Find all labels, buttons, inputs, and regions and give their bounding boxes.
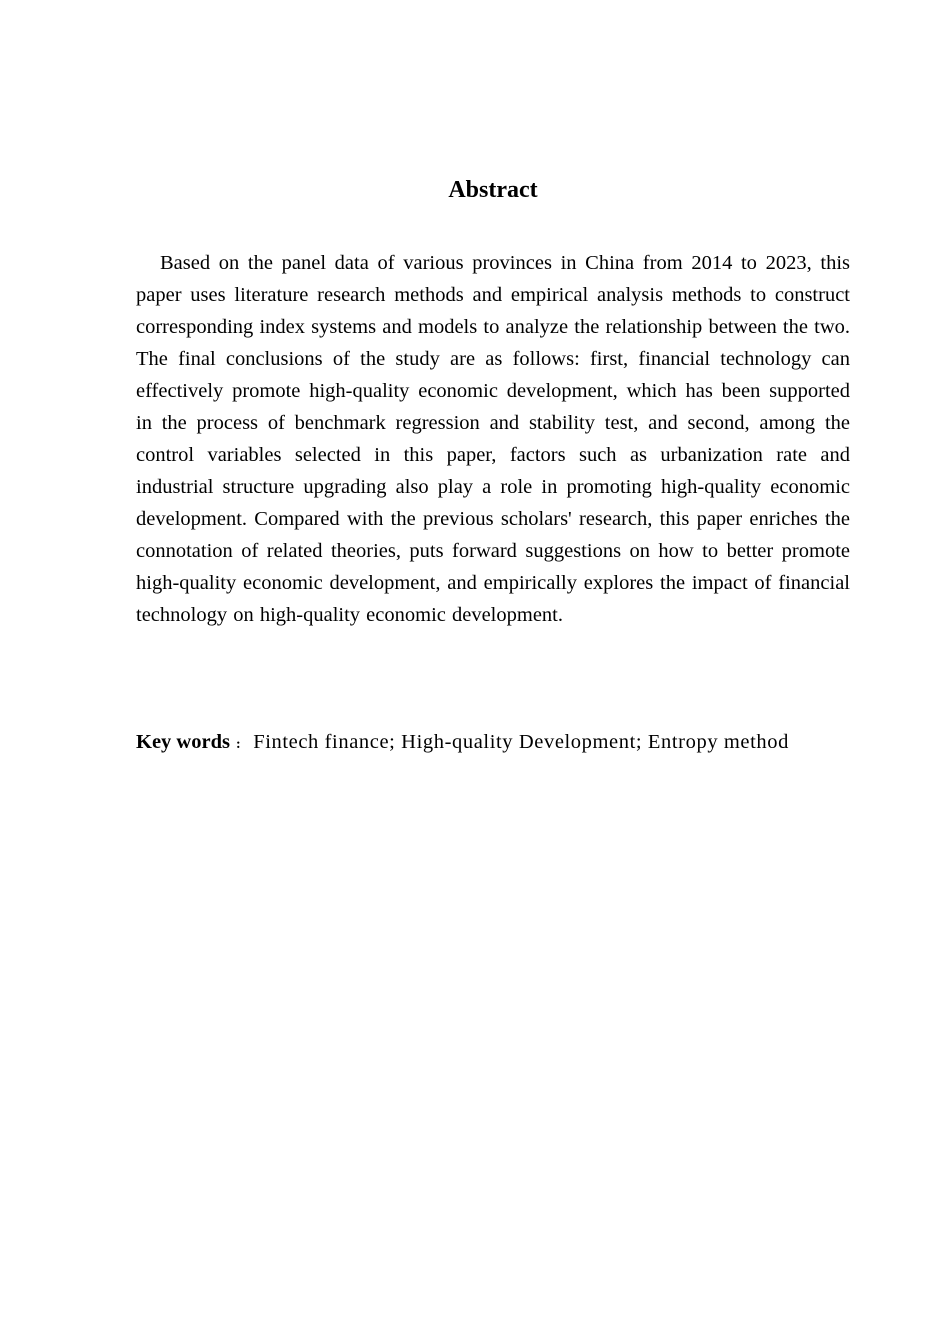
keywords-separator: : [235, 737, 242, 752]
abstract-title: Abstract [448, 177, 538, 203]
abstract-paragraph: Based on the panel data of various provinces in China from 2014 to 2023, this paper uses literature research methods and empirical analysis methods to construct corresponding index systems and models to analyze the relationship between the two. The final conclusions of the study are as follows: first, financial technology can effectively promote high-quality economic development, which has been supported in the process of benchmark regression and stability test, and second, among the control variables selected in this paper, factors such as urbanization rate and industrial structure upgrading also play a role in promoting high-quality economic development. Compared with the previous scholars' research, this paper enriches the connotation of related theories, puts forward suggestions on how to better promote high-quality economic development, and empirically explores the impact of financial technology on high-quality economic development. [136, 252, 850, 626]
keywords-label: Key words [136, 731, 230, 753]
keywords-line [136, 727, 850, 760]
keywords-list: Fintech finance; High-quality Development; Entropy method [253, 731, 789, 753]
